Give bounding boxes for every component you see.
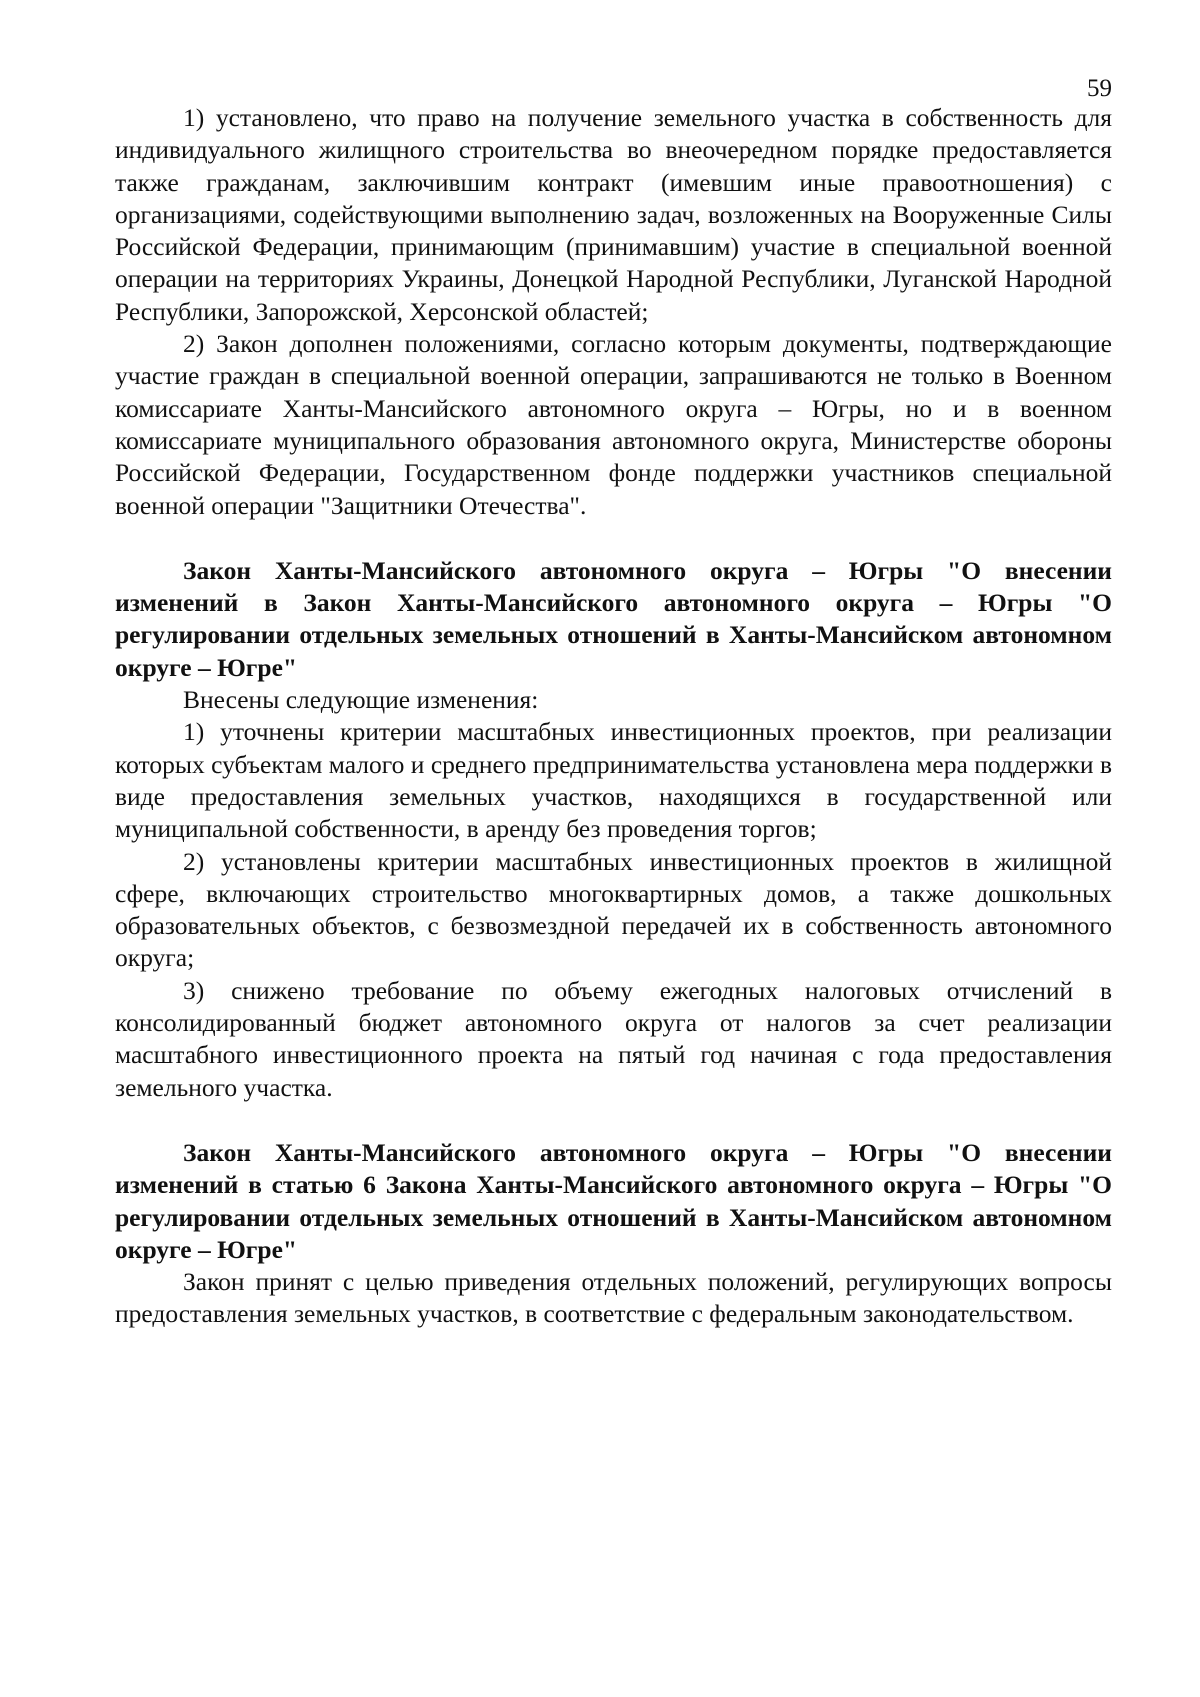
section-1-item-2: 2) установлены критерии масштабных инвестиционных проектов в жилищной сфере, включающих строительство многоквартирных домов, а также дошкольных образовательных объектов, с безвозмездной передачей их в собственность автономного округа; xyxy=(115,846,1112,973)
page-number: 59 xyxy=(1087,75,1112,102)
section-2-title: Закон Ханты-Мансийского автономного округа – Югры "О внесении изменений в статью 6 Закона Ханты-Мансийского автономного округа – Югры "О регулировании отдельных земельных отношений в Ханты-Мансийском автономном округе – Югре" xyxy=(115,1137,1112,1264)
section-1-lead: Внесены следующие изменения: xyxy=(183,685,539,715)
section-2-body: Закон принят с целью приведения отдельных положений, регулирующих вопросы предоставления земельных участков, в соответствие с федеральным законодательством. xyxy=(115,1267,1112,1329)
section-1-title: Закон Ханты-Мансийского автономного округа – Югры "О внесении изменений в Закон Ханты-Мансийского автономного округа – Югры "О регулировании отдельных земельных отношений в Ханты-Мансийском автономном округе – Югре" xyxy=(115,555,1112,682)
section-1-item-3: 3) снижено требование по объему ежегодных налоговых отчислений в консолидированный бюджет автономного округа от налогов за счет реализации масштабного инвестиционного проекта на пятый год начиная с года предоставления земельного участка. xyxy=(115,975,1112,1102)
section-1-item-1: 1) уточнены критерии масштабных инвестиционных проектов, при реализации которых субъектам малого и среднего предпринимательства установлена мера поддержки в виде предоставления земельных участков, находящихся в государственной или муниципальной собственности, в аренду без проведения торгов; xyxy=(115,717,1112,844)
intro-item-2: 2) Закон дополнен положениями, согласно которым документы, подтверждающие участие граждан в специальной военной операции, запрашиваются не только в Военном комиссариате Ханты-Мансийского автономного округа – Югры, но и в военном комиссариате муниципального образования автономного округа, Министерстве обороны Российской Федерации, Государственном фонде поддержки участников специальной военной операции "Защитники Отечества". xyxy=(115,329,1112,520)
document-body xyxy=(115,102,1112,1331)
intro-item-1: 1) установлено, что право на получение земельного участка в собственность для индивидуального жилищного строительства во внеочередном порядке предоставляется также гражданам, заключившим контракт (имевшим иные правоотношения) с организациями, содействующими выполнению задач, возложенных на Вооруженные Силы Российской Федерации, принимающим (принимавшим) участие в специальной военной операции на территориях Украины, Донецкой Народной Республики, Луганской Народной Республики, Запорожской, Херсонской областей; xyxy=(115,103,1112,326)
